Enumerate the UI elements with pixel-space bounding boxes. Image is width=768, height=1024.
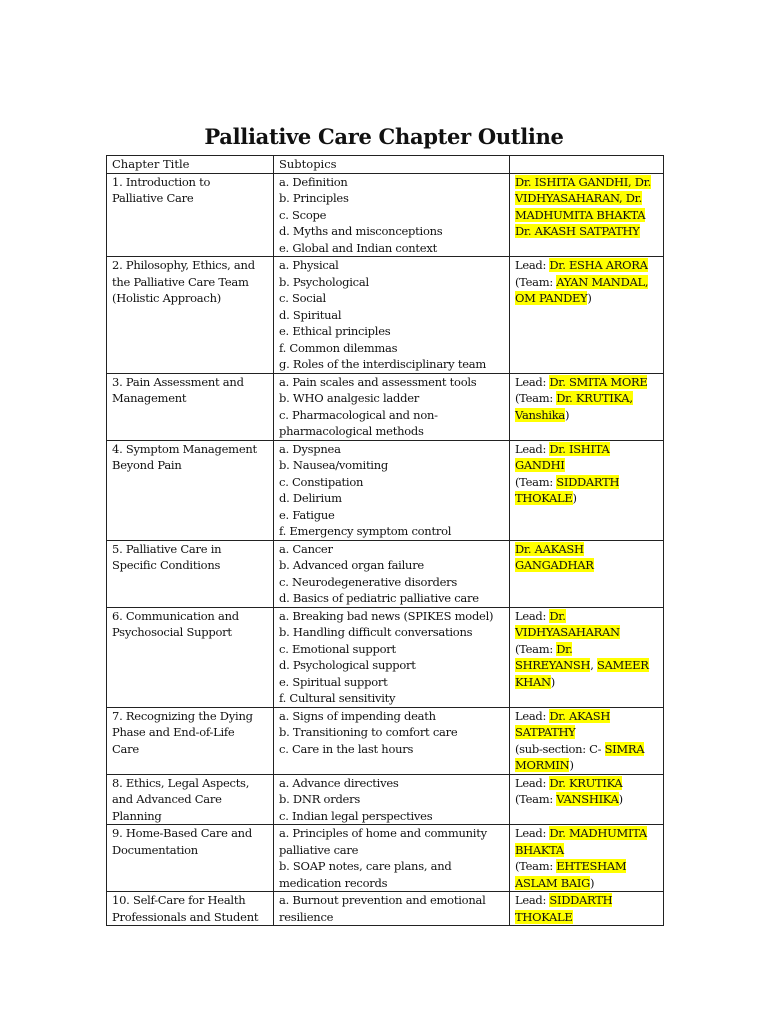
header-chapter-title: Chapter Title (107, 156, 274, 174)
subtopic-item: c. Emotional support (279, 641, 396, 656)
assignment-text: (Team: (515, 641, 557, 656)
subtopics-cell (274, 373, 510, 440)
chapter-title-line: (Holistic Approach) (112, 291, 221, 305)
table-row (107, 257, 664, 374)
highlighted-name: EHTESHAM (556, 859, 627, 873)
assignment-text: ) (572, 491, 577, 505)
highlighted-name: MADHUMITA BHAKTA (515, 207, 646, 222)
subtopic-item: medication records (279, 875, 388, 890)
subtopic-item: b. Psychological (279, 274, 369, 289)
assignment-text: Lead: (515, 893, 550, 907)
highlighted-name: SHREYANSH (515, 658, 591, 672)
highlighted-name: SIDDARTH (556, 474, 620, 489)
chapter-title-cell (107, 774, 274, 825)
highlighted-name: AYAN MANDAL, (556, 274, 649, 289)
highlighted-name: Dr. KRUTIKA, (556, 391, 633, 405)
assignment-line (515, 657, 660, 674)
subtopic-item: e. Spiritual support (279, 674, 388, 689)
document-title: Palliative Care Chapter Outline (204, 124, 564, 149)
highlighted-name: Vanshika (515, 407, 565, 422)
assignment-text: Lead: (515, 441, 550, 456)
assignment-line (515, 257, 660, 274)
chapter-title-line: 2. Philosophy, Ethics, and (112, 258, 255, 272)
table-row (107, 173, 664, 257)
table-row (107, 607, 664, 707)
chapter-title-cell (107, 440, 274, 540)
subtopic-item: c. Indian legal perspectives (279, 808, 433, 823)
subtopic-item: a. Signs of impending death (279, 708, 436, 723)
subtopic-item: a. Definition (279, 174, 348, 189)
chapter-title-line: Palliative Care (112, 191, 194, 205)
chapter-title-line: 8. Ethics, Legal Aspects, (112, 775, 250, 790)
table-row (107, 707, 664, 774)
subtopic-item: b. WHO analgesic ladder (279, 391, 420, 405)
subtopic-item: c. Care in the last hours (279, 741, 414, 756)
subtopic-item: c. Neurodegenerative disorders (279, 574, 458, 589)
assignment-line (515, 641, 660, 658)
subtopic-item: d. Spiritual (279, 307, 342, 322)
assignment-text: (Team: (515, 474, 557, 489)
subtopic-item: a. Cancer (279, 541, 333, 556)
assignment-line (515, 223, 660, 240)
highlighted-name: THOKALE (515, 909, 573, 924)
highlighted-name: BHAKTA (515, 842, 564, 857)
chapter-title-cell (107, 607, 274, 707)
highlighted-name: THOKALE (515, 491, 573, 505)
highlighted-name: Dr. ISHITA GANDHI, Dr. (515, 174, 651, 189)
table-row (107, 540, 664, 607)
assignment-line (515, 892, 660, 909)
subtopic-item: d. Basics of pediatric palliative care (279, 591, 479, 605)
chapter-title-cell (107, 825, 274, 892)
assignment-line (515, 441, 660, 458)
chapter-title-line: 6. Communication and (112, 608, 239, 623)
highlighted-name: MORMIN (515, 758, 570, 772)
assignment-line (515, 909, 660, 926)
assignment-text: Lead: (515, 775, 550, 790)
chapter-title-cell (107, 373, 274, 440)
subtopics-cell (274, 173, 510, 257)
highlighted-name: Dr. ISHITA (549, 441, 610, 456)
assignment-text: ) (618, 792, 623, 806)
table-row (107, 774, 664, 825)
table-row (107, 892, 664, 926)
subtopic-item: a. Pain scales and assessment tools (279, 374, 477, 389)
assigned-people-cell (510, 173, 664, 257)
highlighted-name: SIMRA (604, 741, 645, 756)
chapter-title-line: Psychosocial Support (112, 625, 232, 639)
subtopic-item: d. Delirium (279, 491, 342, 505)
chapter-title-line: Planning (112, 808, 162, 823)
subtopic-item: a. Dyspnea (279, 441, 341, 456)
highlighted-name: Dr. MADHUMITA (549, 826, 647, 840)
assignment-line (515, 407, 660, 424)
subtopics-cell (274, 257, 510, 374)
chapter-title-line: Beyond Pain (112, 458, 182, 472)
subtopic-item: d. Myths and misconceptions (279, 224, 443, 238)
assignment-line (515, 825, 660, 842)
assignment-line (515, 858, 660, 875)
assignment-text: (Team: (515, 859, 557, 873)
assignment-text: Lead: (515, 608, 550, 623)
chapter-title-line: Phase and End-of-Life (112, 725, 235, 739)
assignment-text: , (590, 658, 597, 672)
chapter-title-cell (107, 173, 274, 257)
subtopic-item: b. DNR orders (279, 792, 361, 806)
table-body (107, 173, 664, 926)
assignment-line (515, 608, 660, 625)
assignment-text: (sub-section: C- (515, 741, 605, 756)
subtopic-item: a. Principles of home and community (279, 826, 487, 840)
subtopics-cell (274, 707, 510, 774)
chapter-title-line: the Palliative Care Team (112, 274, 249, 289)
assignment-line (515, 374, 660, 391)
subtopic-item: a. Physical (279, 258, 339, 272)
chapter-title-line: 4. Symptom Management (112, 441, 257, 456)
chapter-title-line: and Advanced Care (112, 792, 222, 806)
highlighted-name: VIDHYASAHARAN, Dr. (515, 191, 642, 205)
table-row (107, 825, 664, 892)
assignment-line (515, 290, 660, 307)
highlighted-name: Dr. (549, 608, 566, 623)
highlighted-name: Dr. AKASH SATPATHY (515, 224, 640, 238)
subtopic-item: f. Cultural sensitivity (279, 691, 396, 705)
subtopic-item: e. Global and Indian context (279, 240, 437, 255)
subtopic-item: a. Advance directives (279, 775, 399, 790)
highlighted-name: Dr. AAKASH (515, 541, 584, 556)
assignment-line (515, 724, 660, 741)
highlighted-name: Dr. SMITA MORE (549, 374, 648, 389)
subtopic-item: a. Breaking bad news (SPIKES model) (279, 608, 494, 623)
subtopic-item: b. Principles (279, 191, 349, 205)
highlighted-name: Dr. ESHA ARORA (549, 258, 648, 272)
assignment-text: Lead: (515, 258, 550, 272)
assignment-line (515, 541, 660, 558)
chapter-title-line: 1. Introduction to (112, 174, 211, 189)
highlighted-name: ASLAM BAIG (515, 875, 591, 890)
assignment-line (515, 390, 660, 407)
subtopics-cell (274, 825, 510, 892)
subtopic-item: a. Burnout prevention and emotional (279, 893, 486, 907)
assignment-line (515, 875, 660, 892)
assignment-text: (Team: (515, 391, 557, 405)
chapter-title-line: Specific Conditions (112, 558, 221, 572)
assignment-line (515, 775, 660, 792)
subtopic-item: b. Nausea/vomiting (279, 458, 389, 472)
subtopics-cell (274, 440, 510, 540)
subtopic-item: b. Handling difficult conversations (279, 625, 473, 639)
chapter-title-line: 3. Pain Assessment and (112, 374, 244, 389)
subtopics-cell (274, 774, 510, 825)
highlighted-name: Dr. KRUTIKA (549, 775, 623, 790)
highlighted-name: GANGADHAR (515, 558, 594, 572)
highlighted-name: KHAN (515, 674, 551, 689)
assignment-text: ) (564, 407, 570, 422)
table-row (107, 373, 664, 440)
assignment-line (515, 741, 660, 758)
chapter-outline-table (106, 155, 664, 926)
subtopic-item: g. Roles of the interdisciplinary team (279, 357, 487, 371)
subtopic-item: palliative care (279, 842, 359, 857)
subtopic-item: c. Pharmacological and non- (279, 407, 438, 422)
chapter-title-line: 7. Recognizing the Dying (112, 708, 253, 723)
subtopic-item: c. Constipation (279, 474, 364, 489)
assignment-line (515, 557, 660, 574)
highlighted-name: OM PANDEY (515, 291, 588, 305)
subtopic-item: f. Common dilemmas (279, 340, 398, 355)
assignment-line (515, 791, 660, 808)
header-row (107, 156, 664, 174)
chapter-title-line: Management (112, 391, 187, 405)
subtopic-item: b. Transitioning to comfort care (279, 725, 458, 739)
subtopic-item: f. Emergency symptom control (279, 524, 452, 538)
header-subtopics: Subtopics (274, 156, 510, 174)
assignment-line (515, 207, 660, 224)
subtopic-item: b. Advanced organ failure (279, 558, 424, 572)
highlighted-name: VIDHYASAHARAN (515, 625, 620, 639)
chapter-title-line: 5. Palliative Care in (112, 541, 222, 556)
subtopics-cell (274, 892, 510, 926)
assigned-people-cell (510, 607, 664, 707)
assignment-line (515, 757, 660, 774)
subtopic-item: d. Psychological support (279, 658, 416, 672)
subtopics-cell (274, 607, 510, 707)
assigned-people-cell (510, 440, 664, 540)
highlighted-name: SAMEER (596, 658, 649, 672)
subtopic-item: c. Social (279, 291, 326, 305)
subtopics-cell (274, 540, 510, 607)
assignment-line (515, 624, 660, 641)
subtopic-item: c. Scope (279, 207, 327, 222)
assignment-text: ) (550, 674, 555, 689)
highlighted-name: Dr. (556, 641, 573, 656)
assignment-text: (Team: (515, 792, 557, 806)
highlighted-name: Dr. AKASH (549, 708, 611, 723)
assignment-text: ) (590, 875, 595, 890)
assignment-line (515, 190, 660, 207)
chapter-title-cell (107, 540, 274, 607)
assigned-people-cell (510, 774, 664, 825)
chapter-title-line: Documentation (112, 842, 198, 857)
assignment-text: ) (569, 758, 574, 772)
subtopic-item: e. Ethical principles (279, 324, 391, 338)
highlighted-name: SIDDARTH (549, 893, 613, 907)
highlighted-name: SATPATHY (515, 725, 576, 739)
subtopic-item: b. SOAP notes, care plans, and (279, 859, 452, 873)
header-team (510, 156, 664, 174)
chapter-title-cell (107, 892, 274, 926)
assigned-people-cell (510, 373, 664, 440)
chapter-title-line: 10. Self-Care for Health (112, 893, 246, 907)
subtopic-item: resilience (279, 909, 334, 924)
chapter-title-line: Care (112, 741, 139, 756)
assigned-people-cell (510, 257, 664, 374)
assignment-text: Lead: (515, 374, 550, 389)
assignment-line (515, 274, 660, 291)
subtopic-item: e. Fatigue (279, 507, 335, 522)
assignment-text: Lead: (515, 708, 550, 723)
assignment-line (515, 674, 660, 691)
assignment-text: ) (587, 291, 592, 305)
highlighted-name: GANDHI (515, 458, 565, 472)
chapter-title-line: Professionals and Student (112, 909, 259, 924)
highlighted-name: VANSHIKA (556, 792, 619, 806)
assignment-line (515, 474, 660, 491)
chapter-title-cell (107, 707, 274, 774)
assignment-text: Lead: (515, 826, 550, 840)
table-row (107, 440, 664, 540)
assigned-people-cell (510, 540, 664, 607)
subtopic-item: pharmacological methods (279, 424, 424, 438)
assignment-line (515, 842, 660, 859)
assigned-people-cell (510, 892, 664, 926)
assignment-line (515, 490, 660, 507)
assignment-line (515, 457, 660, 474)
assignment-text: (Team: (515, 274, 557, 289)
assignment-line (515, 708, 660, 725)
assigned-people-cell (510, 707, 664, 774)
chapter-title-cell (107, 257, 274, 374)
assigned-people-cell (510, 825, 664, 892)
assignment-line (515, 174, 660, 191)
chapter-title-line: 9. Home-Based Care and (112, 826, 252, 840)
